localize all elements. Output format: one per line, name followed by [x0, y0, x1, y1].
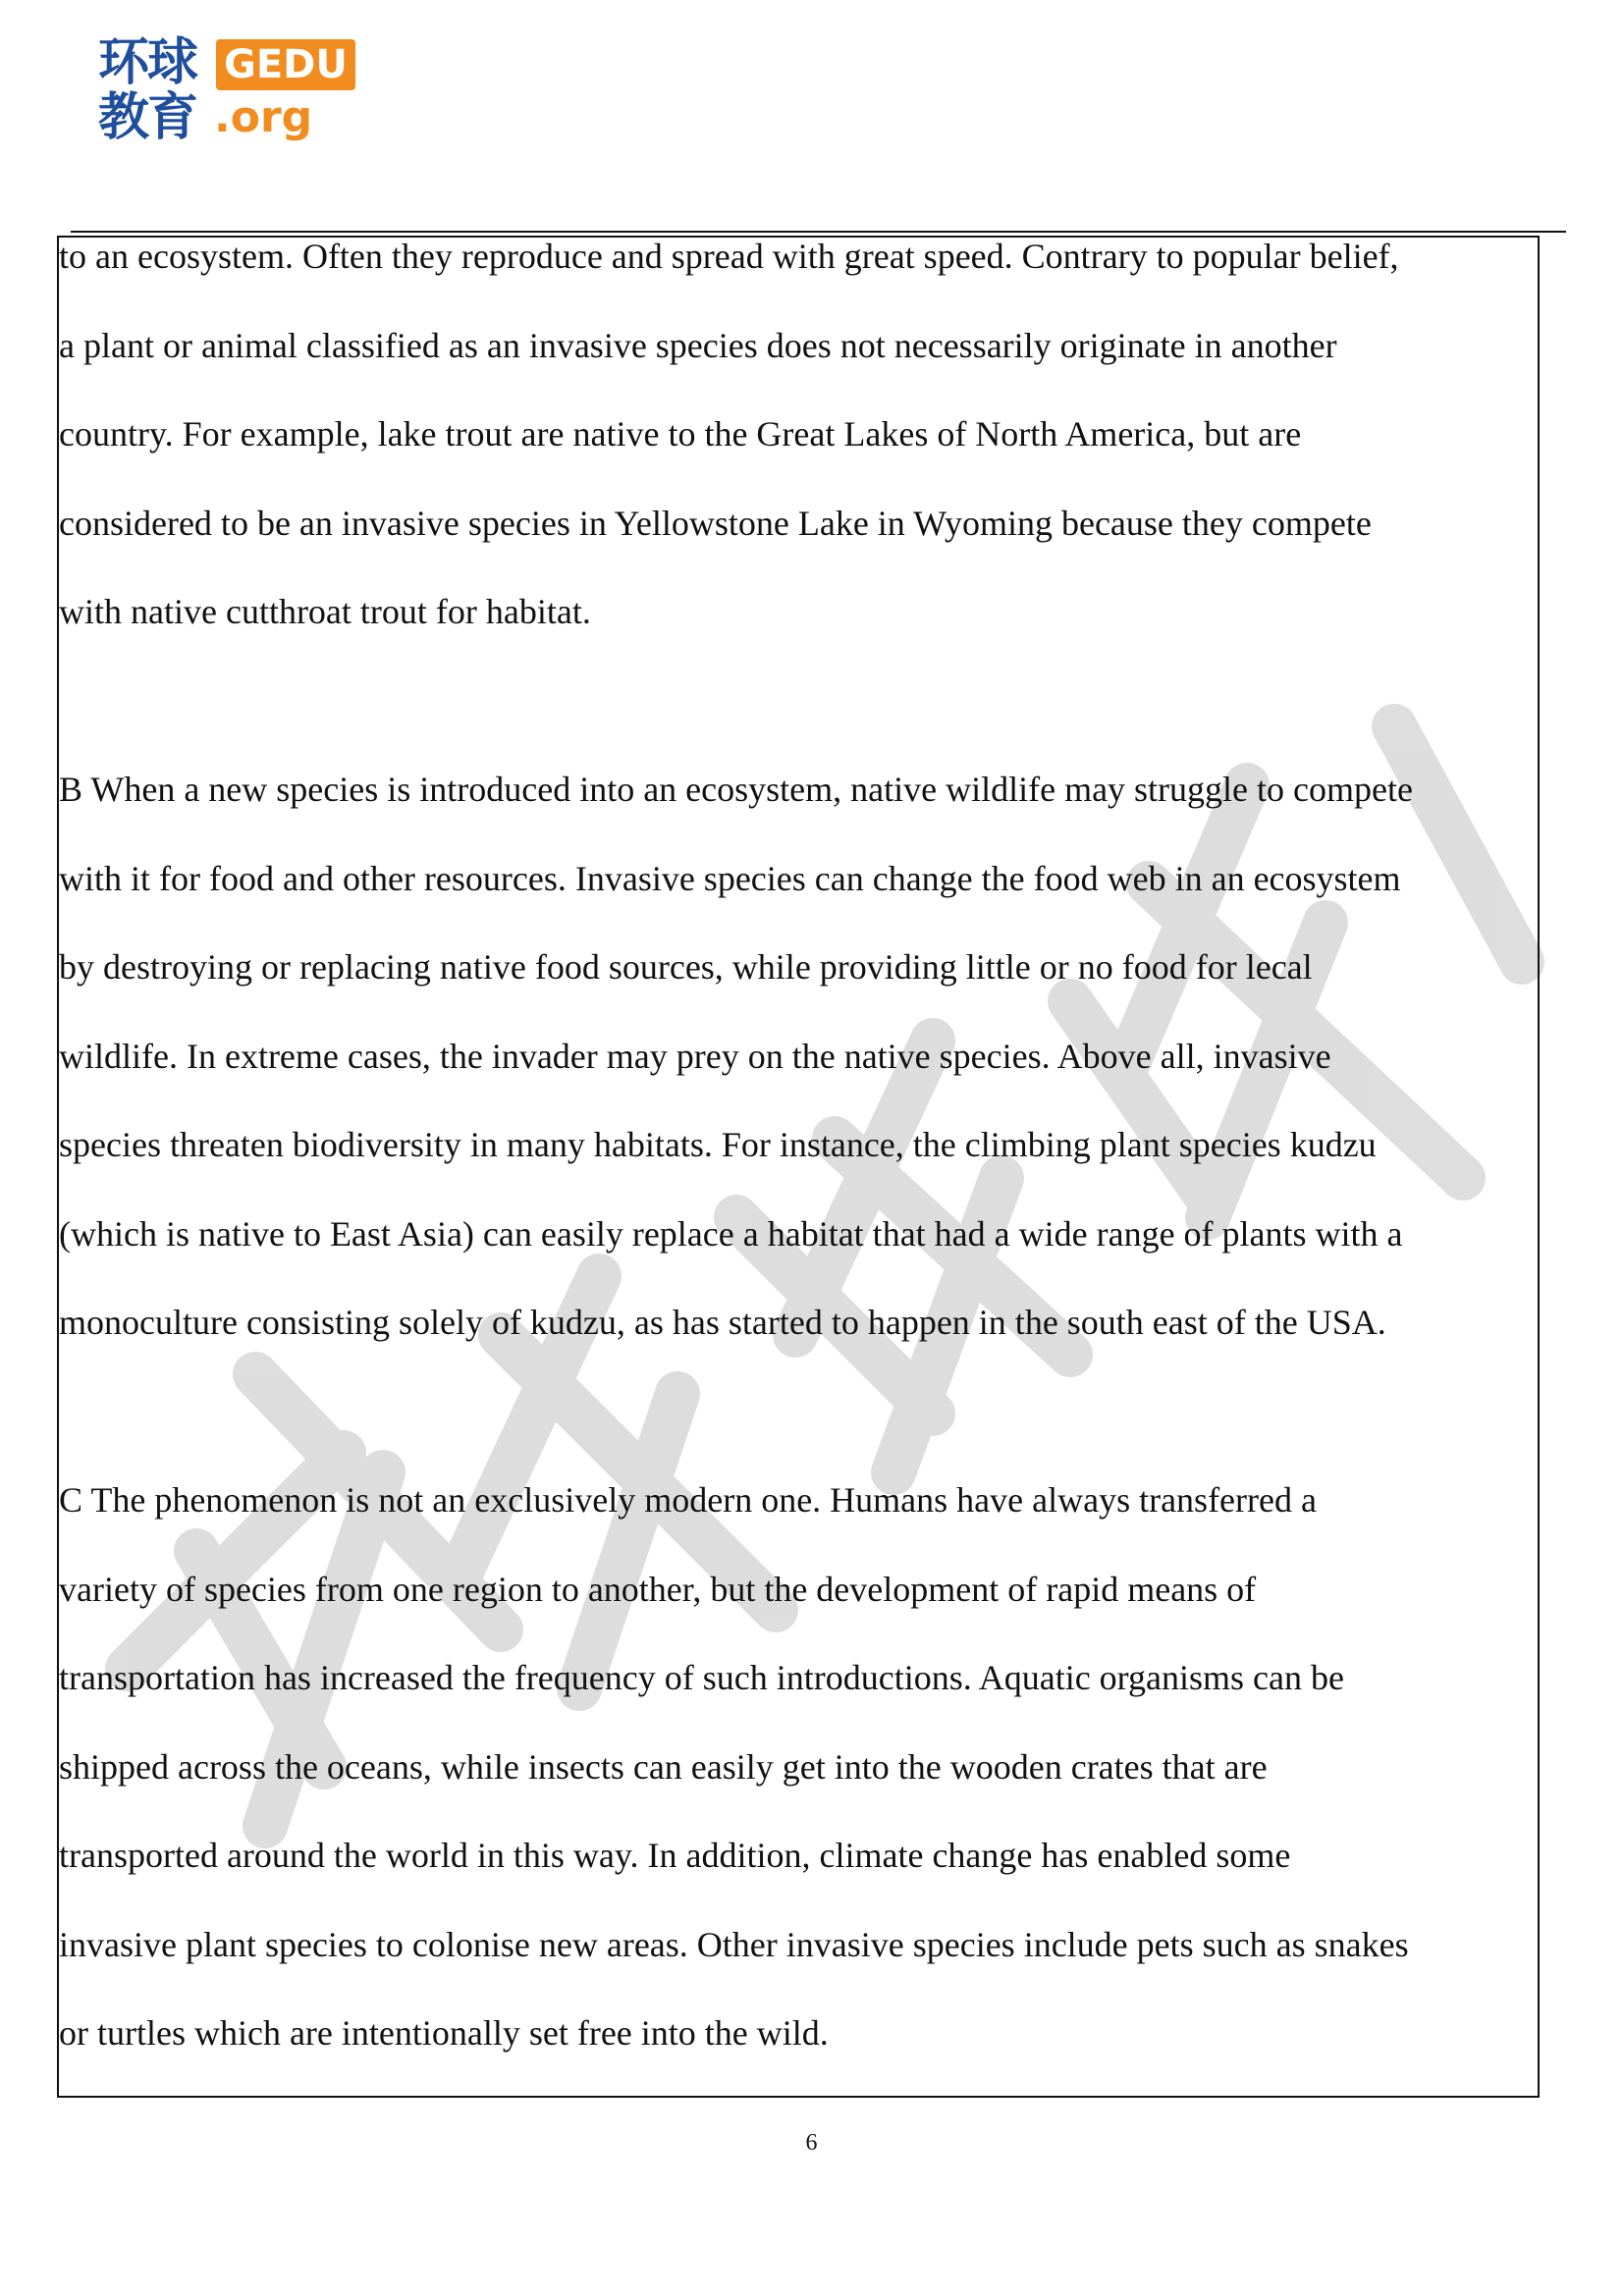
passage-line: shipped across the oceans, while insects can easily get into the wooden crates that are [59, 1746, 1268, 1787]
passage-line: a plant or animal classified as an invasive species does not necessarily originate in another [59, 325, 1337, 365]
logo-org-text: .org [214, 92, 313, 142]
paragraph-b [59, 765, 1551, 1387]
passage-line: or turtles which are intentionally set free into the wild. [59, 2013, 829, 2053]
logo-cn-top: 环球 [98, 33, 197, 92]
passage-line: B When a new species is introduced into an ecosystem, native wildlife may struggle to compete [59, 770, 1413, 809]
passage-box [57, 236, 1540, 2098]
passage-line: with native cutthroat trout for habitat. [59, 592, 591, 631]
passage-line: wildlife. In extreme cases, the invader may prey on the native species. Above all, invasive [59, 1036, 1331, 1076]
gedu-logo [98, 35, 353, 145]
passage-line: invasive plant species to colonise new areas. Other invasive species include pets such as snakes [59, 1924, 1409, 1964]
passage-line: C The phenomenon is not an exclusively modern one. Humans have always transferred a [59, 1480, 1317, 1520]
paragraph-c [59, 1475, 1551, 2098]
passage-line: monoculture consisting solely of kudzu, as has started to happen in the south east of the USA. [59, 1303, 1386, 1342]
logo-gedu-badge: GEDU [216, 39, 355, 90]
passage-line: (which is native to East Asia) can easily replace a habitat that had a wide range of plants with a [59, 1213, 1403, 1254]
passage-line: with it for food and other resources. Invasive species can change the food web in an ecosystem [59, 858, 1401, 898]
passage-line: country. For example, lake trout are native to the Great Lakes of North America, but are [59, 414, 1302, 454]
passage-line: transportation has increased the frequency of such introductions. Aquatic organisms can be [59, 1658, 1344, 1697]
page-number: 6 [805, 2130, 818, 2156]
passage-line: transported around the world in this way. In addition, climate change has enabled some [59, 1836, 1291, 1875]
paragraph-a-continued [59, 232, 1551, 676]
logo-cn-bottom: 教育 [98, 88, 197, 147]
passage-line: variety of species from one region to another, but the development of rapid means of [59, 1569, 1257, 1609]
passage-line: species threaten biodiversity in many habitats. For instance, the climbing plant species kudzu [59, 1125, 1377, 1164]
passage-line: by destroying or replacing native food sources, while providing little or no food for lecal [59, 947, 1313, 987]
passage-line: to an ecosystem. Often they reproduce and spread with great speed. Contrary to popular belief, [59, 237, 1399, 276]
passage-line: considered to be an invasive species in Yellowstone Lake in Wyoming because they compete [59, 503, 1372, 543]
